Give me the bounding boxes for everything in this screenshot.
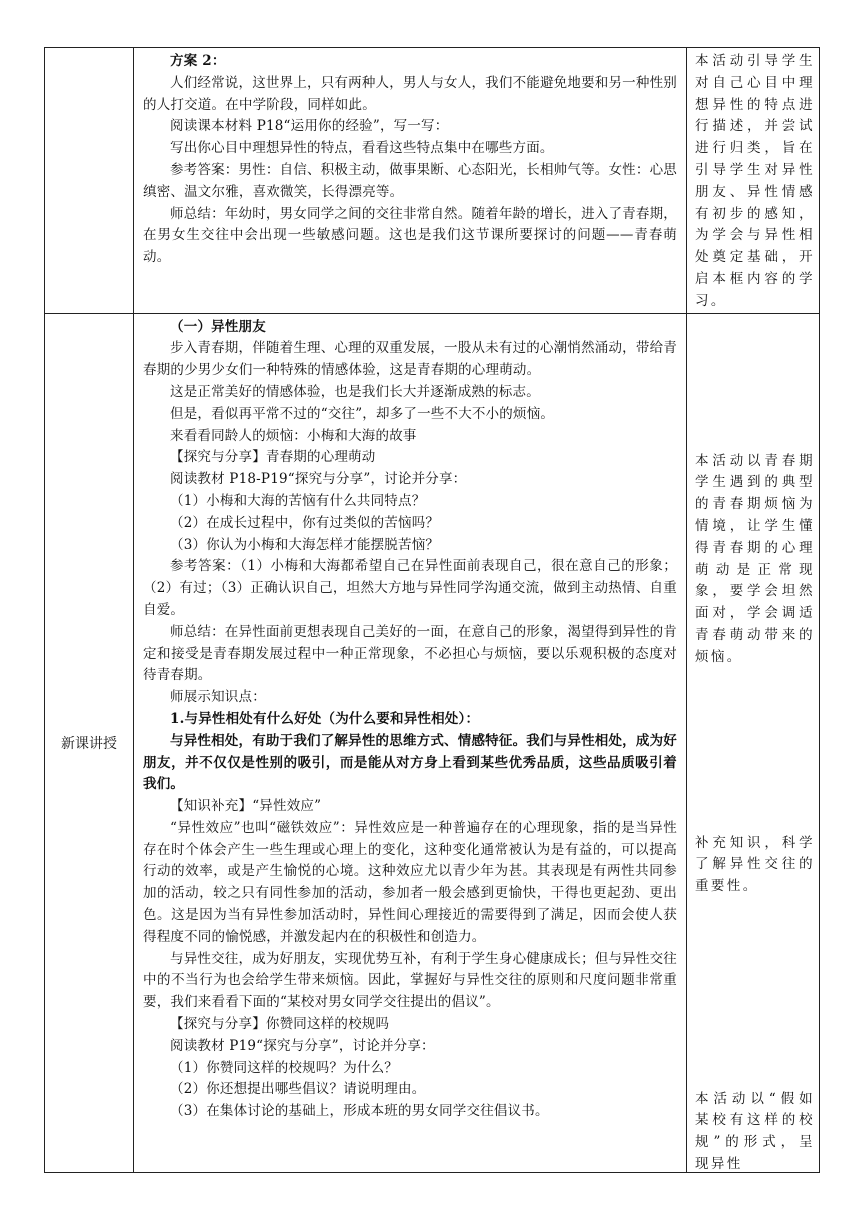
paragraph: 写出你心目中理想异性的特点，看看这些特点集中在哪些方面。 — [170, 140, 554, 157]
question: （1）你赞同这样的校规吗？为什么？ — [170, 1059, 398, 1076]
paragraph: “异性效应”也叫“磁铁效应”：异性效应是一种普遍存在的心理现象，指的是当异性存在时个体会产生一些生理或心理上的变化，这种变化通常被认为是有益的，可以提高行动的效率，或是产生愉悦的心境。这种效应尤以青少年为甚。其表现是有两性共同参加的活动，较之只有同性参加的活动，参加者一般会感到更愉快，干得也更起劲、更出色。这是因为当有异性参加活动时，异性间心理接近的需要得到了满足，因而会使人获得程度不同的愉悦感，并激发起内在的积极性和创造力。 — [143, 819, 677, 945]
activity-title: 【探究与分享】你赞同这样的校规吗 — [170, 1016, 390, 1033]
paragraph: 但是，看似再平常不过的“交往”，却多了一些不大不小的烦恼。 — [170, 405, 555, 422]
note-cell-new-lesson — [687, 313, 820, 1172]
question: （3）在集体讨论的基础上，形成本班的男女同学交往倡议书。 — [170, 1103, 549, 1120]
subsection-heading: （一）异性朋友 — [170, 318, 266, 335]
teacher-summary: 师总结：在异性面前更想表现自己美好的一面，在意自己的形象，渴望得到异性的肯定和接受是青春期发展过程中一种正常现象，不必担心与烦恼，要以乐观积极的态度对待青春期。 — [143, 623, 677, 684]
section-label: 新课讲授 — [45, 313, 134, 1172]
content-cell-new-lesson — [134, 313, 687, 1172]
paragraph: 师展示知识点： — [170, 689, 266, 706]
question: （1）小梅和大海的苦恼有什么共同特点？ — [170, 492, 426, 509]
reference-answer: 参考答案：男性：自信、积极主动，做事果断、心态阳光，长相帅气等。女性：心思缜密、温文尔雅，喜欢微笑，长得漂亮等。 — [143, 161, 677, 200]
knowledge-point-title: 1.与异性相处有什么好处（为什么要和异性相处）： — [170, 710, 480, 727]
question: （2）在成长过程中，你有过类似的苦恼吗？ — [170, 514, 440, 531]
activity-title: 【探究与分享】青春期的心理萌动 — [170, 449, 376, 466]
teacher-summary: 师总结：年幼时，男女同学之间的交往非常自然。随着年龄的增长，进入了青春期，在男女生交往中会出现一些敏感问题。这也是我们这节课所要探讨的问题——青春萌动。 — [143, 205, 677, 266]
paragraph: 与异性交往，成为好朋友，实现优势互补，有利于学生身心健康成长；但与异性交往中的不当行为也会给学生带来烦恼。因此，掌握好与异性交往的原则和尺度问题非常重要，我们来看看下面的“某校对男女同学交往提出的倡议”。 — [143, 950, 677, 1011]
paragraph: 阅读教材 P19“探究与分享”，讨论并分享： — [170, 1037, 435, 1054]
paragraph: 步入青春期，伴随着生理、心理的双重发展，一股从未有过的心潮悄然涌动，带给青春期的少男少女们一种特殊的情感体验，这是青春期的心理萌动。 — [143, 340, 677, 379]
design-note: 补充知识，科学了解异性交往的重要性。 — [695, 834, 815, 895]
paragraph: 来看看同龄人的烦恼：小梅和大海的故事 — [170, 427, 417, 444]
question: （3）你认为小梅和大海怎样才能摆脱苦恼？ — [170, 536, 440, 553]
activity-title: 【知识补充】“异性效应” — [170, 798, 322, 815]
paragraph: 阅读教材 P18-P19“探究与分享”，讨论并分享： — [170, 471, 467, 488]
paragraph: 人们经常说，这世界上，只有两种人，男人与女人，我们不能避免地要和另一种性别的人打交道。在中学阶段，同样如此。 — [143, 74, 677, 113]
lesson-plan-table — [44, 47, 820, 1173]
table-row-intro — [45, 48, 820, 314]
design-note: 本活动引导学生对自己心目中理想异性的特点进行描述，并尝试进行归类，旨在引导学生对异性朋友、异性情感有初步的感知，为学会与异性相处奠定基础，开启本框内容的学习。 — [695, 53, 815, 309]
paragraph: 阅读课本材料 P18“运用你的经验”，写一写： — [170, 118, 449, 135]
table-row-new-lesson — [45, 313, 820, 1172]
paragraph: 这是正常美好的情感体验，也是我们长大并逐渐成熟的标志。 — [170, 383, 540, 400]
scheme-heading: 方案 2： — [170, 53, 226, 69]
reference-answer: 参考答案：（1）小梅和大海都希望自己在异性面前表现自己，很在意自己的形象；（2）有过；（3）正确认识自己，坦然大方地与异性同学沟通交流，做到主动热情、自重自爱。 — [143, 558, 677, 618]
note-cell-intro — [687, 48, 820, 314]
design-note: 本活动以“假如某校有这样的校规”的形式，呈现异性 — [695, 1090, 815, 1172]
question: （2）你还想提出哪些倡议？请说明理由。 — [170, 1081, 426, 1098]
design-note: 本活动以青春期学生遇到的典型的青春期烦恼为情境，让学生懂得青春期的心理萌动是正常现象，要学会坦然面对，学会调适青春萌动带来的烦恼。 — [695, 452, 815, 665]
section-cell-empty — [45, 48, 134, 314]
content-cell-intro — [134, 48, 687, 314]
knowledge-point-body: 与异性相处，有助于我们了解异性的思维方式、情感特征。我们与异性相处，成为好朋友，并不仅仅是性别的吸引，而是能从对方身上看到某些优秀品质，这些品质吸引着我们。 — [143, 732, 677, 793]
